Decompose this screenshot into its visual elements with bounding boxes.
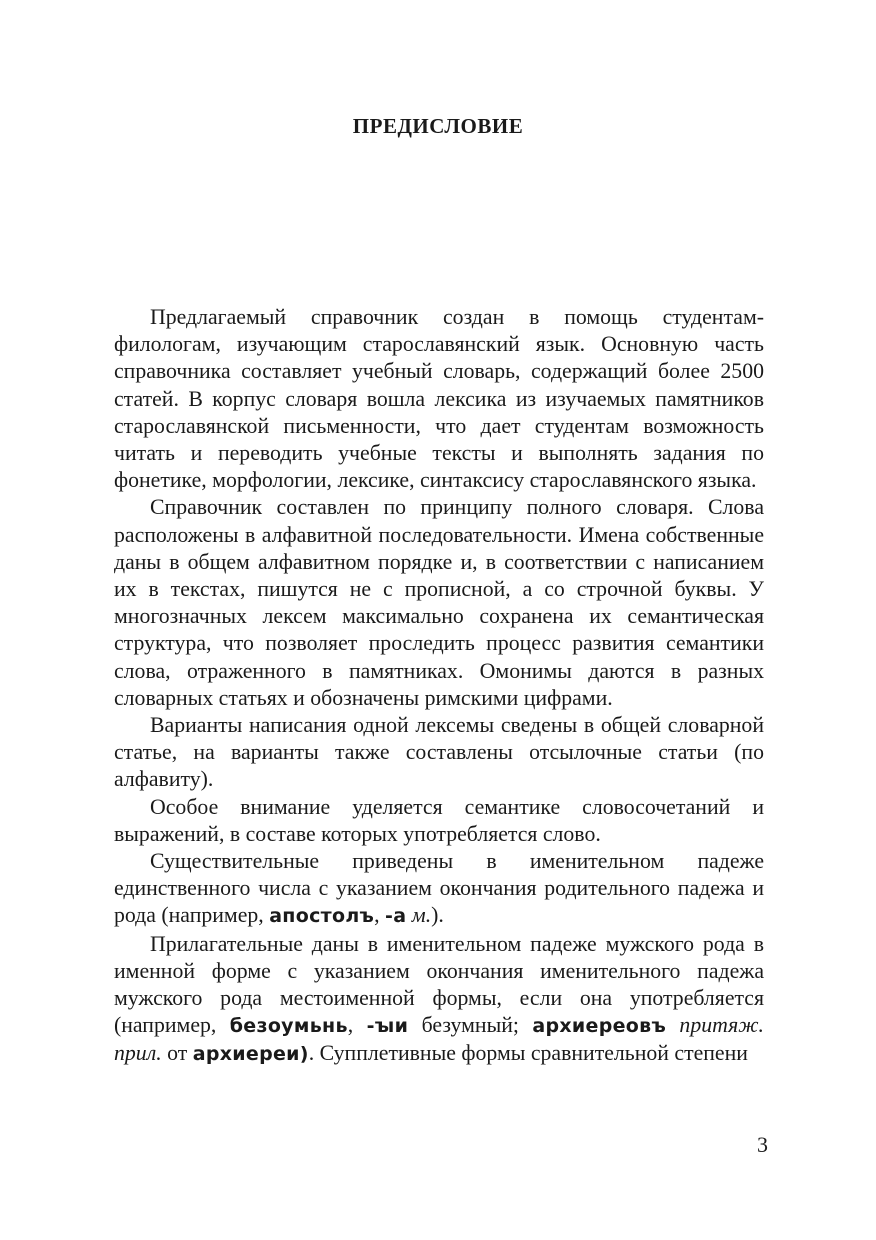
paragraph-6	[114, 931, 764, 1069]
example-word-bezoumn: безоумьнь	[229, 1015, 348, 1038]
paragraph-6-end: . Супплетивные формы сравнительной степени	[308, 1041, 748, 1066]
translation-text: безумный;	[408, 1013, 533, 1038]
example-word-arkhiereov: архиереовъ	[532, 1015, 667, 1038]
example-ending: -ꙑи	[366, 1015, 409, 1038]
page-heading: ПРЕДИСЛОВИЕ	[352, 114, 524, 138]
page-number: 3	[757, 1132, 768, 1157]
grammar-abbreviation: притяж. прил.	[114, 1013, 764, 1066]
paragraph-2: Справочник составлен по принципу полного словаря. Слова расположены в алфавитной последовательности. Имена собственные даны в общем алфавитном порядке и, в соответствии с написанием их в текстах, пишутся не с прописной, а со строчной буквы. У многозначных лексем максимально сохранена их семантическая структура, что позволяет проследить процесс развития семантики слова, отраженного в памятниках. Омонимы даются в разных словарных статьях и обозначены римскими цифрами.	[114, 495, 764, 710]
paragraph-6-text: Прилагательные даны в именительном падеже мужского рода в именной форме с указанием окончания именительного падежа мужского рода местоименной формы, если она употребляется (например,	[114, 931, 764, 1038]
example-ending: -а	[385, 905, 407, 928]
paragraph-5-text: Существительные приведены в именительном падеже единственного числа с указанием окончания родительного падежа и рода (например,	[114, 849, 764, 928]
comma: ,	[347, 1013, 367, 1038]
example-word-apostol: апостолъ	[269, 905, 375, 928]
preface-body	[114, 304, 764, 1069]
paragraph-3: Варианты написания одной лексемы сведены в общей словарной статье, на варианты также составлены отсылочные статьи (по алфавиту).	[114, 713, 764, 792]
paragraph-5	[114, 848, 764, 931]
paragraph-4: Особое внимание уделяется семантике словосочетаний и выражений, в составе которых употребляется слово.	[114, 794, 764, 846]
from-text: от	[161, 1041, 193, 1066]
gender-abbreviation: м.	[406, 903, 432, 928]
comma: ,	[374, 903, 386, 928]
example-word-arkhierei: архиереи)	[192, 1043, 309, 1066]
paragraph-1: Предлагаемый справочник создан в помощь студентам-филологам, изучающим старославянский язык. Основную часть справочника составляет учебный словарь, содержащий более 2500 статей. В корпус словаря вошла лексика из изучаемых памятников старославянской письменности, что дает студентам возможность читать и переводить учебные тексты и выполнять задания по фонетике, морфологии, лексике, синтаксису старославянского языка.	[114, 305, 764, 493]
paragraph-5-end: ).	[431, 903, 444, 928]
